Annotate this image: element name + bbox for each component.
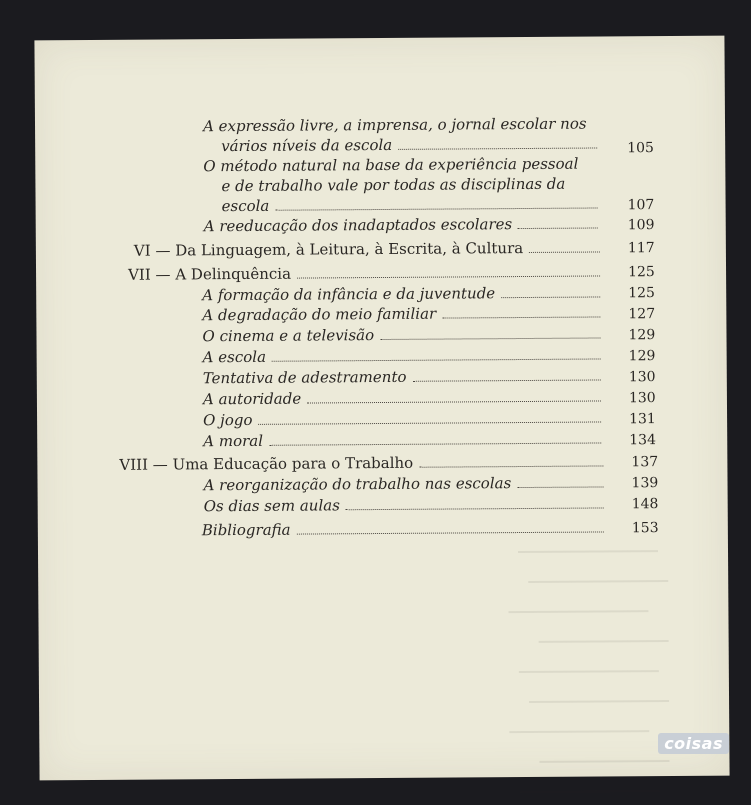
toc-text: A formação da infância e da juventude <box>202 284 496 305</box>
page-number: 125 <box>628 264 655 281</box>
toc-text: VII — A Delinquência <box>128 264 292 284</box>
toc-text: vários níveis da escola <box>221 135 393 156</box>
page-number: 107 <box>627 197 655 214</box>
dot-leader <box>518 227 598 229</box>
toc-entry <box>203 345 607 366</box>
page-number: 153 <box>631 520 659 537</box>
toc-text: A expressão livre, a imprensa, o jornal escolar nos <box>202 114 587 136</box>
toc-text: e de trabalho vale por todas as disciplinas da <box>221 174 566 196</box>
page-number: 139 <box>631 475 659 492</box>
dot-leader <box>272 358 601 361</box>
toc-entry <box>203 429 607 450</box>
dot-leader <box>297 275 600 278</box>
toc-text: Os dias sem aulas <box>203 496 340 516</box>
toc-entry <box>202 324 606 345</box>
dot-leader <box>501 296 600 298</box>
toc-chapter <box>134 238 606 259</box>
dot-leader <box>269 442 601 445</box>
dot-leader <box>529 251 600 252</box>
page-number: 129 <box>628 327 656 344</box>
dot-leader <box>297 531 604 534</box>
toc-text: A reorganização do trabalho nas escolas <box>203 474 512 495</box>
toc-entry <box>222 194 604 215</box>
toc-entry <box>204 494 610 515</box>
toc-line <box>221 174 603 195</box>
toc-entry <box>204 214 604 235</box>
dot-leader <box>419 465 603 467</box>
page-number: 134 <box>629 432 657 449</box>
toc-text: O cinema e a televisão <box>202 326 375 346</box>
page-number: 137 <box>631 454 659 471</box>
dot-leader <box>380 337 600 340</box>
toc-text: O método natural na base da experiência pessoal <box>203 154 579 176</box>
toc-entry <box>202 283 606 304</box>
dot-leader <box>346 507 604 510</box>
dot-leader <box>412 379 600 381</box>
dot-leader <box>398 147 597 149</box>
dot-leader <box>442 316 600 318</box>
page-number: 130 <box>628 390 656 407</box>
dot-leader <box>275 207 597 210</box>
dot-leader <box>258 421 601 424</box>
toc-text: O jogo <box>203 410 253 430</box>
toc-entry <box>203 473 609 494</box>
page-number: 148 <box>631 496 659 513</box>
toc-text: A degradação do meio familiar <box>202 304 437 325</box>
toc-text: A moral <box>203 431 264 451</box>
toc-text: VIII — Uma Educação para o Trabalho <box>119 453 414 474</box>
book-page <box>34 36 729 781</box>
toc-text: Tentativa de adestramento <box>202 367 407 388</box>
toc-text: A escola <box>202 347 267 367</box>
page-number: 131 <box>629 411 656 428</box>
page-number: 109 <box>627 217 655 234</box>
page-number: 117 <box>627 240 655 257</box>
toc-chapter <box>119 452 609 473</box>
toc-entry <box>202 303 606 324</box>
toc-entry <box>203 408 607 429</box>
toc-entry <box>203 366 607 387</box>
toc-entry <box>202 518 610 539</box>
toc-text: A reeducação dos inadaptados escolares <box>203 215 513 236</box>
page-number: 127 <box>628 306 656 323</box>
page-number: 129 <box>628 348 656 365</box>
toc-text: Bibliografia <box>201 520 291 540</box>
toc-entry <box>203 387 607 408</box>
page-number: 105 <box>627 140 654 157</box>
watermark-logo: coisas <box>658 733 729 754</box>
toc-text: escola <box>221 196 270 216</box>
toc-chapter <box>128 262 606 283</box>
toc-text: A autoridade <box>202 389 302 409</box>
toc-entry <box>221 134 603 155</box>
toc-line <box>203 154 603 175</box>
dot-leader <box>307 400 601 403</box>
toc-line <box>203 114 603 135</box>
toc-text: VI — Da Linguagem, à Leitura, à Escrita, à Cultura <box>133 239 524 260</box>
dot-leader <box>517 486 603 488</box>
page-number: 130 <box>628 369 656 386</box>
bleed-through <box>508 541 690 802</box>
page-number: 125 <box>628 285 655 302</box>
